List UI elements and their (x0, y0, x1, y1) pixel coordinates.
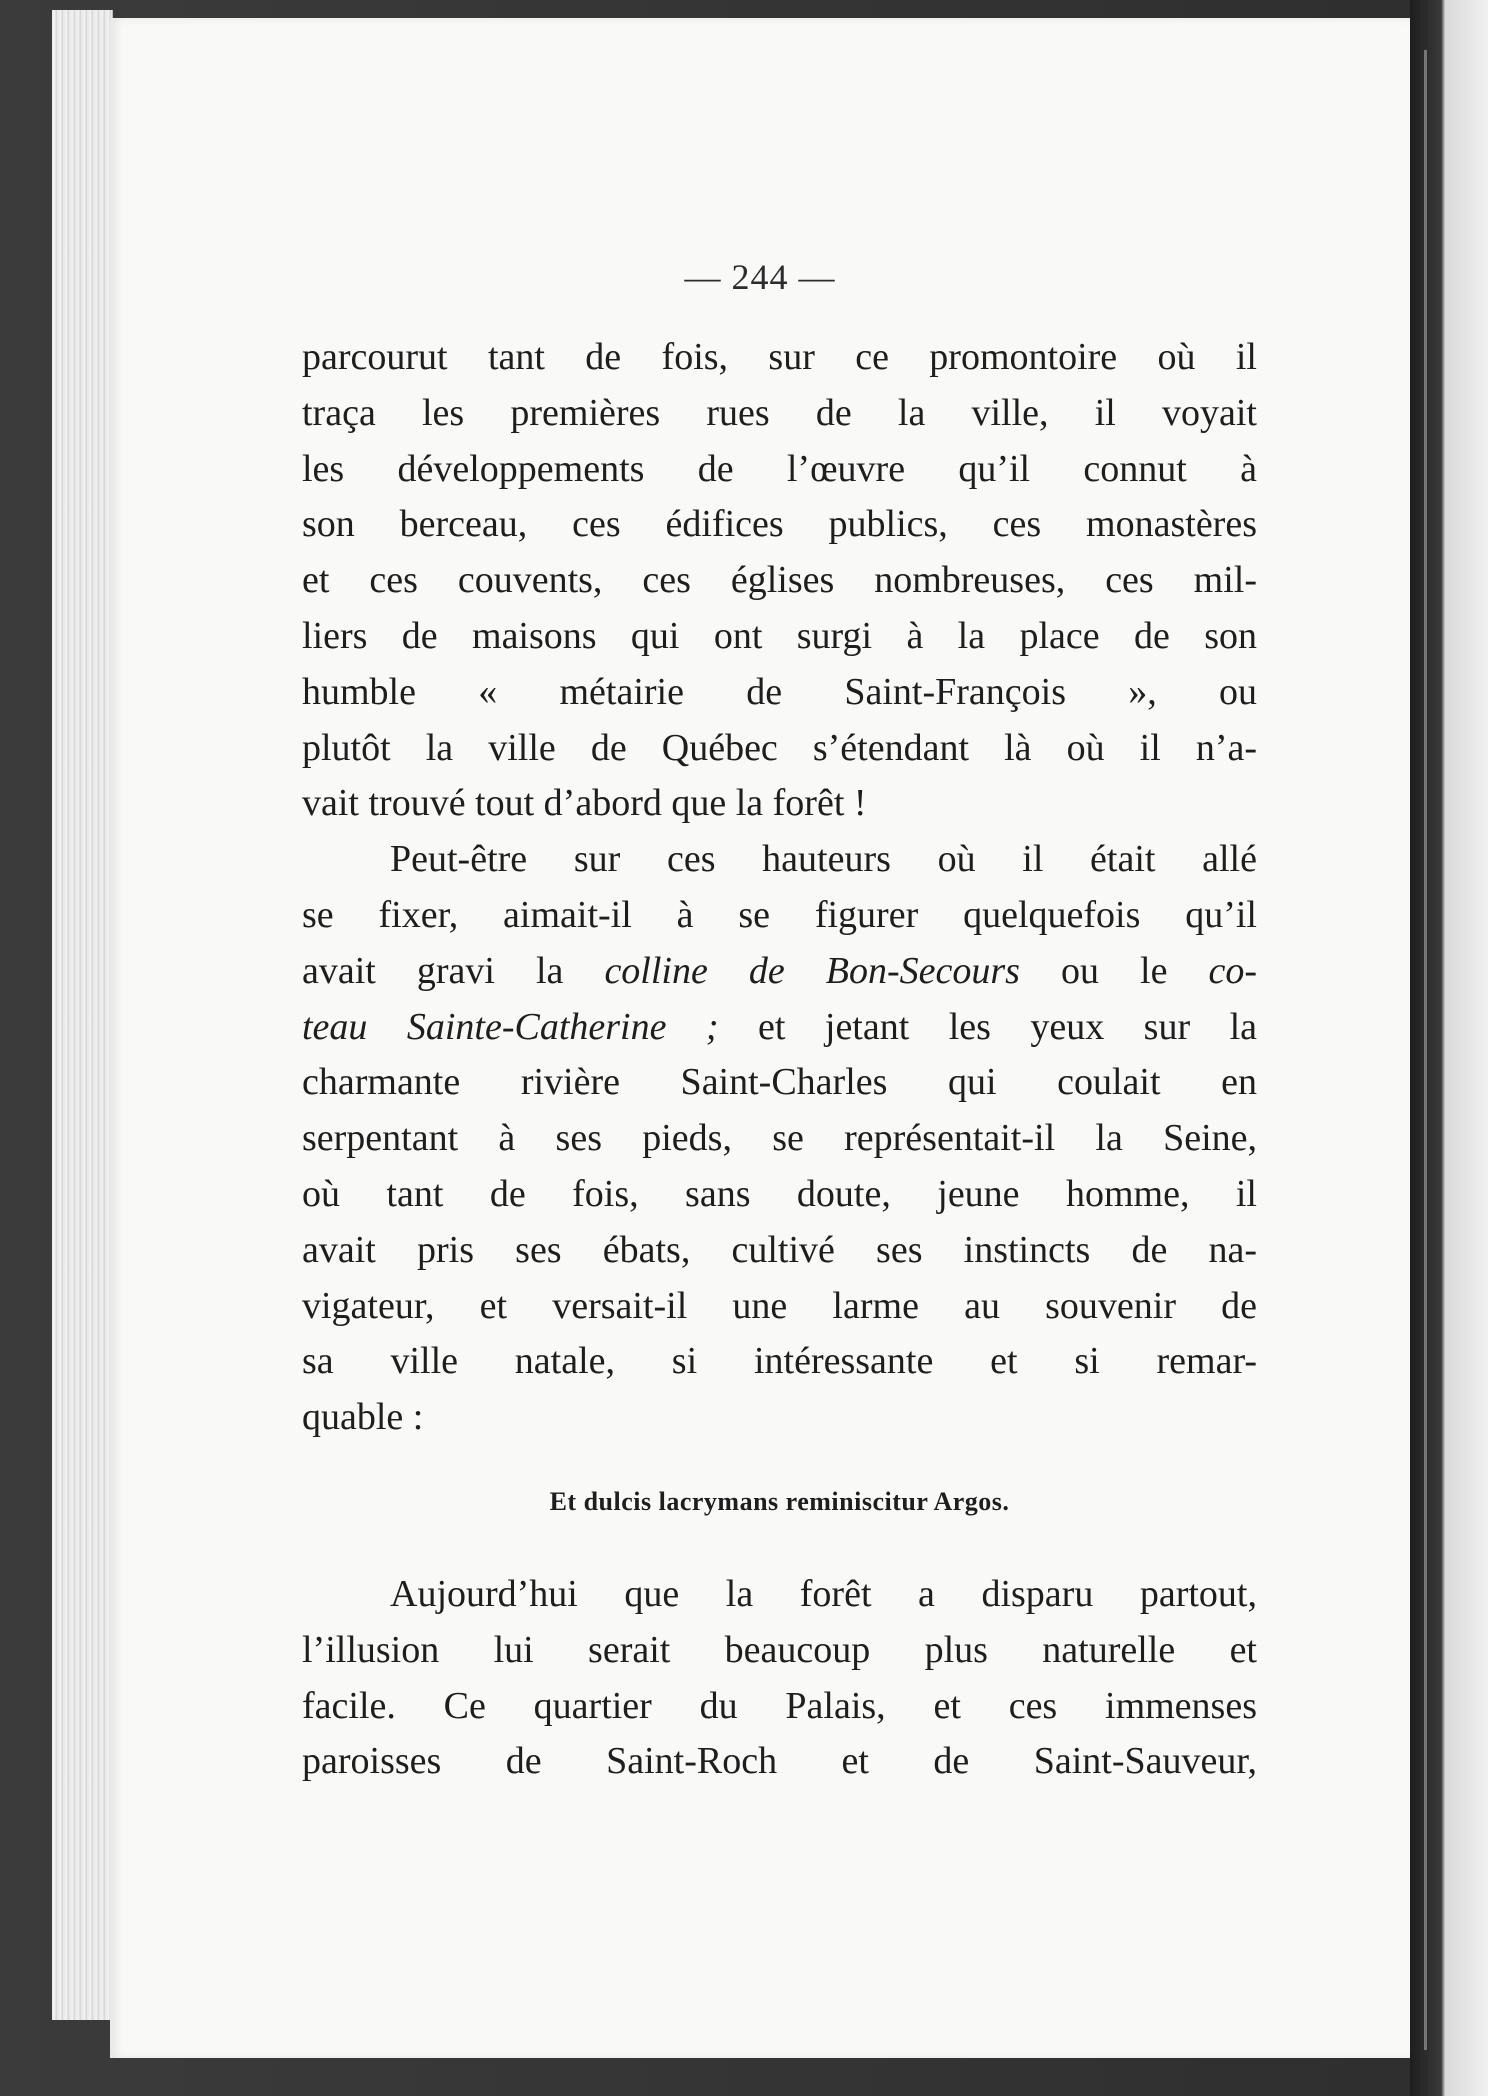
text-line: paroisses de Saint-Roch et de Saint-Sauveur, (302, 1740, 1257, 1783)
text-segment: ou le (1019, 949, 1209, 992)
italic-place-name: colline de Bon-Secours (604, 949, 1020, 992)
text-line: vait trouvé tout d’abord que la forêt ! (302, 782, 867, 825)
facing-page-edge (1410, 0, 1488, 2096)
text-line-mixed (302, 1000, 1257, 1056)
italic-place-name: co- (1208, 949, 1257, 992)
page-stack-edges (52, 10, 113, 2020)
text-line: vigateur, et versait-il une larme au souvenir de (302, 1284, 1257, 1327)
text-line: serpentant à ses pieds, se représentait-il la Seine, (302, 1117, 1257, 1160)
text-line: l’illusion lui serait beaucoup plus naturelle et (302, 1628, 1257, 1671)
text-line: avait pris ses ébats, cultivé ses instincts de na- (302, 1228, 1257, 1271)
text-line: où tant de fois, sans doute, jeune homme, il (302, 1172, 1257, 1215)
body-text (302, 330, 1257, 1790)
text-line: humble « métairie de Saint-François », ou (302, 670, 1257, 713)
text-line-mixed (302, 944, 1257, 1000)
text-line: Peut-être sur ces hauteurs où il était allé (390, 838, 1257, 881)
text-line: sa ville natale, si intéressante et si remar- (302, 1340, 1257, 1383)
text-line: Aujourd’hui que la forêt a disparu partout, (390, 1572, 1257, 1615)
text-segment: avait gravi la (302, 949, 605, 992)
text-line: se fixer, aimait-il à se figurer quelquefois qu’il (302, 893, 1257, 936)
text-line: traça les premières rues de la ville, il voyait (302, 391, 1257, 434)
text-line: plutôt la ville de Québec s’étendant là où il n’a- (302, 726, 1257, 769)
text-line: liers de maisons qui ont surgi à la place de son (302, 614, 1257, 657)
page-number: — 244 — (684, 257, 836, 297)
text-line: parcourut tant de fois, sur ce promontoire où il (302, 336, 1257, 378)
text-line: charmante rivière Saint-Charles qui coulait en (302, 1061, 1257, 1104)
text-line: facile. Ce quartier du Palais, et ces immenses (302, 1684, 1257, 1727)
text-line: son berceau, ces édifices publics, ces monastères (302, 503, 1257, 546)
italic-place-name: teau Sainte-Catherine ; (302, 1005, 719, 1048)
text-line: et ces couvents, ces églises nombreuses, ces mil- (302, 559, 1257, 602)
latin-quotation: Et dulcis lacrymans reminiscitur Argos. (549, 1486, 1010, 1516)
text-line: les développements de l’œuvre qu’il connut à (302, 447, 1257, 490)
text-line: quable : (302, 1396, 424, 1439)
text-segment: et jetant les yeux sur la (718, 1005, 1257, 1048)
gutter-line (1424, 50, 1427, 2050)
